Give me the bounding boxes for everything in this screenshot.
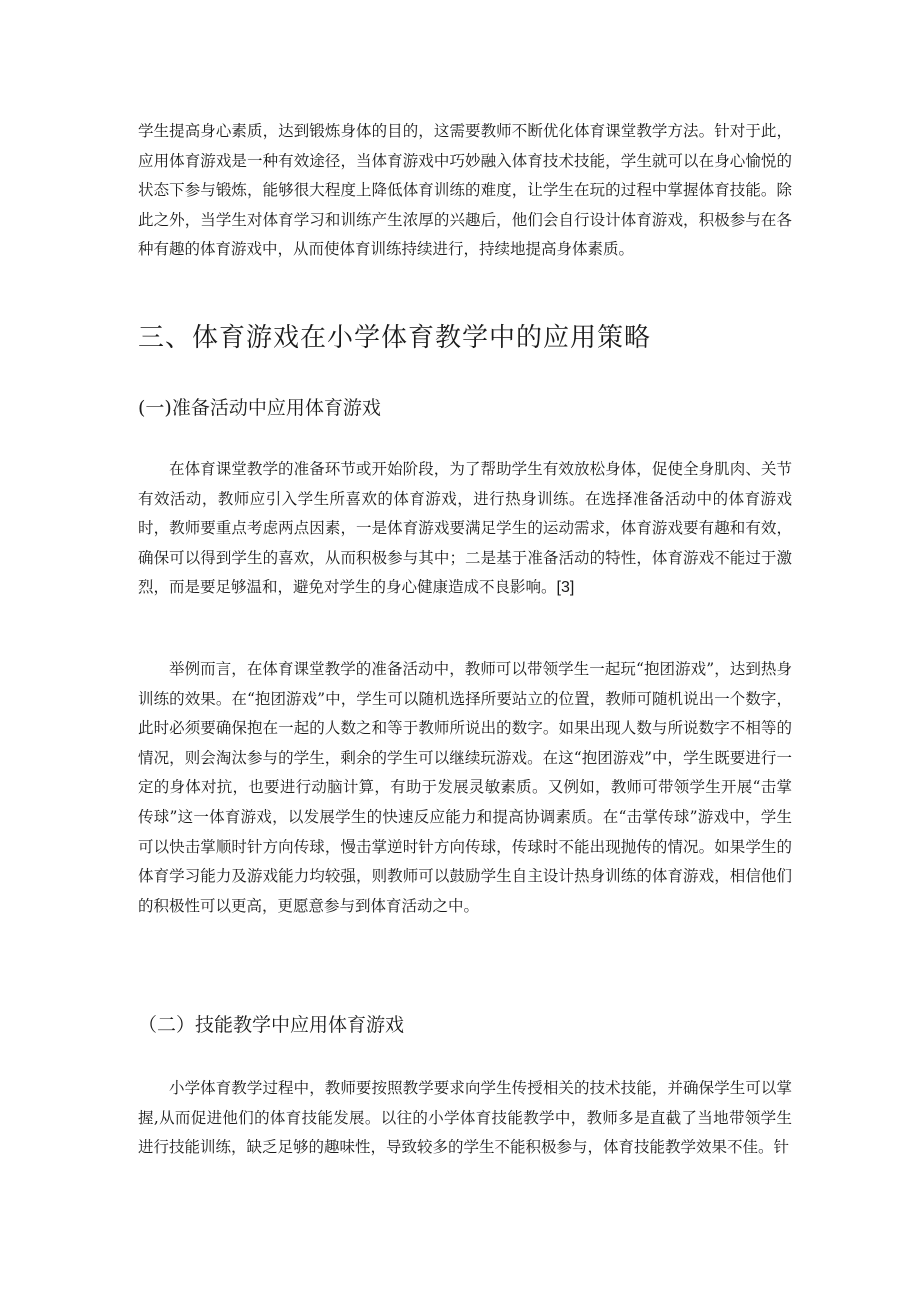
intro-paragraph: 学生提高身心素质，达到锻炼身体的目的，这需要教师不断优化体育课堂教学方法。针对于此，应用体育游戏是一种有效途径，当体育游戏中巧妙融入体育技术技能，学生就可以在身心愉悦的状态下参与锻炼，能够很大程度上降低体育训练的难度，让学生在玩的过程中掌握体育技能。除此之外，当学生对体育学习和训练产生浓厚的兴趣后，他们会自行设计体育游戏，积极参与在各种有趣的体育游戏中，从而使体育训练持续进行，持续地提高身体素质。 [138,122,792,259]
subsection-1-paragraph-1 [138,455,792,603]
subsection-2-paragraph-1: 小学体育教学过程中，教师要按照教学要求向学生传授相关的技术技能，并确保学生可以掌握,从而促进他们的体育技能发展。以往的小学体育技能教学中，教师多是直截了当地带领学生进行技能训练，缺乏足够的趣味性，导致较多的学生不能积极参与，体育技能教学效果不佳。针 [138,1079,792,1157]
subsection-heading-2: （二）技能教学中应用体育游戏 [138,1014,405,1036]
subsection-heading-1: (一)准备活动中应用体育游戏 [138,397,381,419]
citation-marker: [3] [556,579,575,597]
section-heading: 三、体育游戏在小学体育教学中的应用策略 [138,323,652,353]
subsection-1-paragraph-2: 举例而言，在体育课堂教学的准备活动中，教师可以带领学生一起玩“抱团游戏”，达到热身训练的效果。在“抱团游戏”中，学生可以随机选择所要站立的位置，教师可随机说出一个数字，此时必须要确保抱在一起的人数之和等于教师所说出的数字。如果出现人数与所说数字不相等的情况，则会淘汰参与的学生，剩余的学生可以继续玩游戏。在这“抱团游戏”中，学生既要进行一定的身体对抗，也要进行动脑计算，有助于发展灵敏素质。又例如，教师可带领学生开展“击掌传球”这一体育游戏，以发展学生的快速反应能力和提高协调素质。在“击掌传球”游戏中，学生可以快击掌顺时针方向传球，慢击掌逆时针方向传球，传球时不能出现抛传的情况。如果学生的体育学习能力及游戏能力均较强，则教师可以鼓励学生自主设计热身训练的体育游戏，相信他们的积极性可以更高，更愿意参与到体育活动之中。 [138,660,792,915]
subsection-1-paragraph-1-text: 在体育课堂教学的准备环节或开始阶段，为了帮助学生有效放松身体，促使全身肌肉、关节有效活动，教师应引入学生所喜欢的体育游戏，进行热身训练。在选择准备活动中的体育游戏时，教师要重点考虑两点因素，一是体育游戏要满足学生的运动需求，体育游戏要有趣和有效，确保可以得到学生的喜欢，从而积极参与其中；二是基于准备活动的特性，体育游戏不能过于激烈，而是要足够温和，避免对学生的身心健康造成不良影响。 [138,460,792,597]
